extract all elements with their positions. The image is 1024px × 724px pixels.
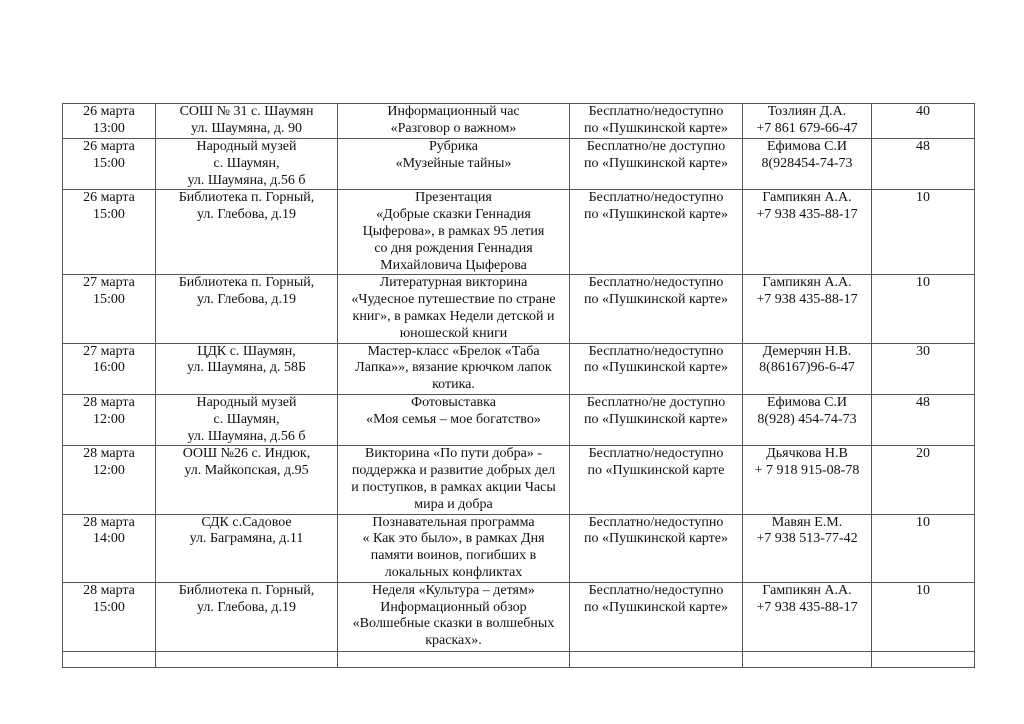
table-row <box>63 343 975 394</box>
cell-price: Бесплатно/недоступно по «Пушкинской карте» <box>570 514 743 582</box>
cell-event: Литературная викторина «Чудесное путешествие по стране книг», в рамках Недели детской и юношеской книги <box>338 275 570 343</box>
cell-count <box>872 651 975 667</box>
cell-price: Бесплатно/недоступно по «Пушкинской карте» <box>570 343 743 394</box>
cell-date: 27 марта 16:00 <box>63 343 156 394</box>
cell-event: Информационный час «Разговор о важном» <box>338 104 570 139</box>
cell-contact: Гампикян А.А. +7 938 435-88-17 <box>743 275 872 343</box>
cell-place <box>156 651 338 667</box>
table-row <box>63 394 975 445</box>
table-row <box>63 582 975 651</box>
cell-place: ООШ №26 с. Индюк, ул. Майкопская, д.95 <box>156 446 338 514</box>
cell-place: ЦДК с. Шаумян, ул. Шаумяна, д. 58Б <box>156 343 338 394</box>
cell-event: Неделя «Культура – детям» Информационный обзор «Волшебные сказки в волшебных красках». <box>338 582 570 651</box>
table-row <box>63 104 975 139</box>
cell-event <box>338 651 570 667</box>
cell-price: Бесплатно/не доступно по «Пушкинской карте» <box>570 394 743 445</box>
table-row <box>63 190 975 275</box>
cell-date: 28 марта 12:00 <box>63 394 156 445</box>
cell-event: Рубрика «Музейные тайны» <box>338 139 570 190</box>
table-row <box>63 651 975 667</box>
cell-date: 28 марта 14:00 <box>63 514 156 582</box>
events-table-body <box>63 104 975 668</box>
table-row <box>63 275 975 343</box>
cell-place: СОШ № 31 с. Шаумян ул. Шаумяна, д. 90 <box>156 104 338 139</box>
cell-contact: Тозлиян Д.А. +7 861 679-66-47 <box>743 104 872 139</box>
cell-place: Народный музей с. Шаумян, ул. Шаумяна, д.56 б <box>156 394 338 445</box>
cell-contact: Дьячкова Н.В + 7 918 915-08-78 <box>743 446 872 514</box>
cell-contact: Гампикян А.А. +7 938 435-88-17 <box>743 582 872 651</box>
cell-date: 26 марта 15:00 <box>63 139 156 190</box>
events-table <box>62 103 975 668</box>
cell-price: Бесплатно/не доступно по «Пушкинской карте» <box>570 139 743 190</box>
cell-date: 26 марта 13:00 <box>63 104 156 139</box>
cell-price <box>570 651 743 667</box>
cell-date: 27 марта 15:00 <box>63 275 156 343</box>
cell-count: 40 <box>872 104 975 139</box>
cell-count: 10 <box>872 190 975 275</box>
cell-price: Бесплатно/недоступно по «Пушкинской карте» <box>570 190 743 275</box>
cell-count: 10 <box>872 582 975 651</box>
cell-event: Познавательная программа « Как это было», в рамках Дня памяти воинов, погибших в локальных конфликтах <box>338 514 570 582</box>
cell-date <box>63 651 156 667</box>
cell-count: 48 <box>872 394 975 445</box>
cell-count: 20 <box>872 446 975 514</box>
cell-place: Библиотека п. Горный, ул. Глебова, д.19 <box>156 275 338 343</box>
cell-contact: Ефимова С.И 8(928454-74-73 <box>743 139 872 190</box>
table-row <box>63 139 975 190</box>
cell-date: 26 марта 15:00 <box>63 190 156 275</box>
cell-event: Фотовыставка «Моя семья – мое богатство» <box>338 394 570 445</box>
cell-contact: Демерчян Н.В. 8(86167)96-6-47 <box>743 343 872 394</box>
cell-date: 28 марта 15:00 <box>63 582 156 651</box>
cell-price: Бесплатно/недоступно по «Пушкинской карте» <box>570 104 743 139</box>
cell-event: Викторина «По пути добра» - поддержка и развитие добрых дел и поступков, в рамках акции Часы мира и добра <box>338 446 570 514</box>
cell-price: Бесплатно/недоступно по «Пушкинской карте» <box>570 582 743 651</box>
cell-count: 48 <box>872 139 975 190</box>
cell-place: Библиотека п. Горный, ул. Глебова, д.19 <box>156 190 338 275</box>
cell-event: Мастер-класс «Брелок «Таба Лапка»», вязание крючком лапок котика. <box>338 343 570 394</box>
cell-price: Бесплатно/недоступно по «Пушкинской карте <box>570 446 743 514</box>
cell-count: 10 <box>872 275 975 343</box>
table-row <box>63 514 975 582</box>
cell-contact: Гампикян А.А. +7 938 435-88-17 <box>743 190 872 275</box>
cell-contact: Ефимова С.И 8(928) 454-74-73 <box>743 394 872 445</box>
cell-date: 28 марта 12:00 <box>63 446 156 514</box>
table-row <box>63 446 975 514</box>
cell-event: Презентация «Добрые сказки Геннадия Цыферова», в рамках 95 летия со дня рождения Геннадия Михайловича Цыферова <box>338 190 570 275</box>
cell-price: Бесплатно/недоступно по «Пушкинской карте» <box>570 275 743 343</box>
cell-place: Библиотека п. Горный, ул. Глебова, д.19 <box>156 582 338 651</box>
cell-count: 30 <box>872 343 975 394</box>
cell-contact <box>743 651 872 667</box>
cell-contact: Мавян Е.М. +7 938 513-77-42 <box>743 514 872 582</box>
cell-place: СДК с.Садовое ул. Баграмяна, д.11 <box>156 514 338 582</box>
cell-count: 10 <box>872 514 975 582</box>
cell-place: Народный музей с. Шаумян, ул. Шаумяна, д.56 б <box>156 139 338 190</box>
